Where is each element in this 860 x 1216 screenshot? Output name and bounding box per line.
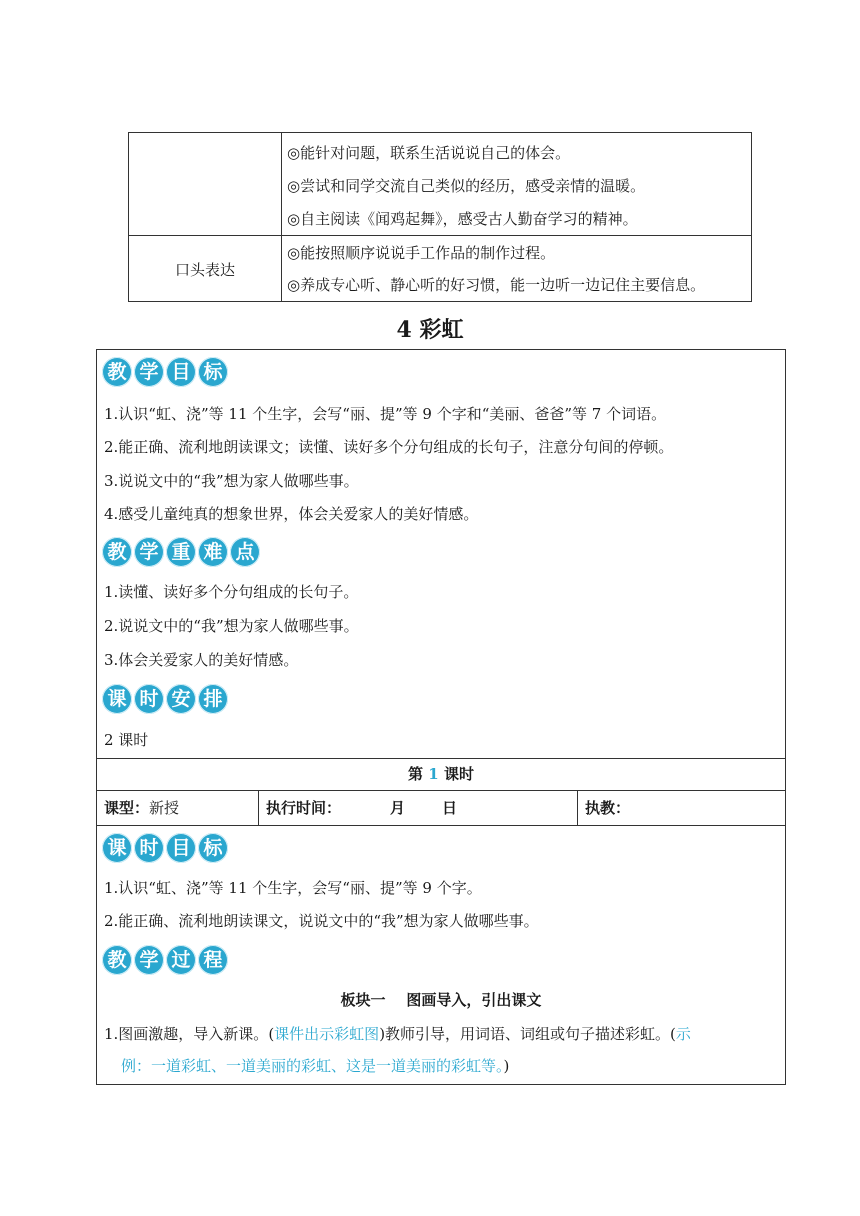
- day-label: 日: [442, 799, 458, 817]
- period-goal-item: 2.能正确、流利地朗读课文，说说文中的“我”想为家人做哪些事。: [104, 912, 539, 930]
- table-cell-line: ◎能针对问题，联系生活说说自己的体会。: [287, 144, 571, 162]
- table-cell-line: ◎自主阅读《闻鸡起舞》，感受古人勤奋学习的精神。: [287, 210, 638, 228]
- process-step-continued: 例：一道彩虹、一道美丽的彩虹、这是一道美丽的彩虹等。): [121, 1057, 510, 1075]
- key-point-item: 1.读懂、读好多个分句组成的长句子。: [104, 583, 359, 601]
- goal-item: 1.认识“虹、浇”等 11 个生字，会写“丽、提”等 9 个字和“美丽、爸爸”等 7 个词语。: [104, 405, 667, 423]
- divider: [96, 790, 786, 791]
- schedule-text: 2 课时: [104, 731, 149, 749]
- top-table: [128, 132, 752, 302]
- teaching-goals-badge: 教 学 目 标: [102, 357, 228, 389]
- schedule-badge: 课 时 安 排: [102, 684, 228, 716]
- period-heading: 第 1 课时: [408, 765, 474, 783]
- period-goals-badge: 课 时 目 标: [102, 833, 228, 865]
- period-goal-item: 1.认识“虹、浇”等 11 个生字，会写“丽、提”等 9 个字。: [104, 879, 482, 897]
- key-point-item: 2.说说文中的“我”想为家人做哪些事。: [104, 617, 359, 635]
- table-cell-line: ◎养成专心听、静心听的好习惯，能一边听一边记住主要信息。: [287, 276, 706, 294]
- goal-item: 4.感受儿童纯真的想象世界，体会关爱家人的美好情感。: [104, 505, 479, 523]
- table-cell-line: ◎尝试和同学交流自己类似的经历，感受亲情的温暖。: [287, 177, 646, 195]
- execution-time-label: 执行时间：: [266, 799, 342, 817]
- key-points-badge: 教 学 重 难 点: [102, 537, 260, 569]
- key-point-item: 3.体会关爱家人的美好情感。: [104, 651, 299, 669]
- lesson-title: 4 彩虹: [396, 317, 464, 343]
- divider: [96, 758, 786, 759]
- process-badge: 教 学 过 程: [102, 945, 228, 977]
- lesson-type: 课型：新授: [104, 799, 180, 817]
- process-step: 1.图画激趣，导入新课。(课件出示彩虹图)教师引导，用词语、词组或句子描述彩虹。(示: [104, 1025, 691, 1043]
- goal-item: 3.说说文中的“我”想为家人做哪些事。: [104, 472, 359, 490]
- table-cell-line: ◎能按照顺序说说手工作品的制作过程。: [287, 244, 556, 262]
- divider: [96, 825, 786, 826]
- teacher-label: 执教：: [585, 799, 631, 817]
- month-label: 月: [390, 799, 406, 817]
- block-title: 板块一 图画导入，引出课文: [340, 991, 542, 1009]
- table-row-label: 口头表达: [174, 261, 235, 279]
- goal-item: 2.能正确、流利地朗读课文；读懂、读好多个分句组成的长句子，注意分句间的停顿。: [104, 438, 674, 456]
